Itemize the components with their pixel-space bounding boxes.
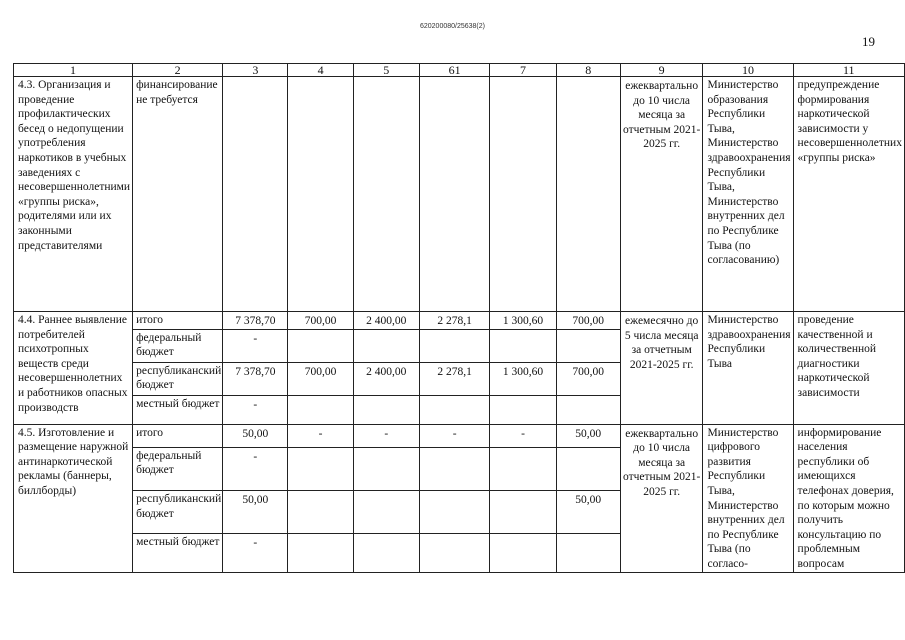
deadline: ежеквартально до 10 числа месяца за отчетным 2021-2025 гг. [620, 77, 703, 312]
year-value [490, 329, 556, 362]
header-col-10: 10 [703, 64, 793, 77]
year-value [353, 447, 419, 490]
year-value: 2 400,00 [353, 362, 419, 395]
expected-result: проведение качественной и количественной диагностики наркотической зависимости [793, 312, 904, 425]
year-value [419, 447, 490, 490]
header-col-3: 3 [223, 64, 288, 77]
year-value: 2 278,1 [419, 312, 490, 330]
year-value: 1 300,60 [490, 362, 556, 395]
funding-source: итого [133, 424, 223, 447]
year-value: 700,00 [556, 362, 620, 395]
funding-source: республиканский бюджет [133, 491, 223, 534]
executor: Министерство цифрового развития Республики Тыва, Министерство внутренних дел по Республике Тыва (по согласо- [703, 424, 793, 572]
year-value: 700,00 [288, 362, 353, 395]
year-value: 700,00 [288, 312, 353, 330]
header-col-1: 1 [14, 64, 133, 77]
year-value [288, 329, 353, 362]
year-value: 2 400,00 [353, 312, 419, 330]
year-value [353, 329, 419, 362]
funding-source: местный бюджет [133, 395, 223, 424]
measure-name: 4.3. Организация и проведение профилактических бесед о недопущении употребления наркотиков в учебных заведениях с несовершеннолетними «группы риска», родителями или их законными представителями [14, 77, 133, 312]
measure-name: 4.5. Изготовление и размещение наружной антинаркотической рекламы (баннеры, биллборды) [14, 424, 133, 572]
funding-source: финансирование не требуется [133, 77, 223, 312]
header-col-11: 11 [793, 64, 904, 77]
total-value: - [223, 534, 288, 572]
year-value [288, 447, 353, 490]
year-value: 50,00 [556, 491, 620, 534]
year-value [353, 534, 419, 572]
total-value: 50,00 [223, 491, 288, 534]
table-row [14, 424, 905, 447]
year-value: - [490, 424, 556, 447]
table-header-row [14, 64, 905, 77]
program-table [13, 63, 905, 573]
funding-source: местный бюджет [133, 534, 223, 572]
executor: Министерство здравоохранения Республики Тыва [703, 312, 793, 425]
header-col-4: 4 [288, 64, 353, 77]
table-row [14, 312, 905, 330]
funding-source: федеральный бюджет [133, 447, 223, 490]
year-value: - [353, 424, 419, 447]
total-value: - [223, 395, 288, 424]
year-value [288, 534, 353, 572]
header-col-6: 61 [419, 64, 490, 77]
year-value [419, 491, 490, 534]
empty-cell [556, 77, 620, 312]
year-value [556, 447, 620, 490]
header-col-5: 5 [353, 64, 419, 77]
total-value: - [223, 329, 288, 362]
expected-result: информирование населения республики об имеющихся телефонах доверия, по которым можно получить консультацию по проблемным вопросам [793, 424, 904, 572]
year-value [353, 491, 419, 534]
year-value [419, 395, 490, 424]
year-value [490, 395, 556, 424]
funding-source: федеральный бюджет [133, 329, 223, 362]
empty-cell [288, 77, 353, 312]
executor: Министерство образования Республики Тыва, Министерство здравоохранения Республики Тыва, Министерство внутренних дел по Республике Тыва (по согласованию) [703, 77, 793, 312]
table-row [14, 77, 905, 312]
header-col-2: 2 [133, 64, 223, 77]
year-value [556, 534, 620, 572]
total-value: 7 378,70 [223, 312, 288, 330]
year-value: 1 300,60 [490, 312, 556, 330]
measure-name: 4.4. Раннее выявление потребителей психотропных веществ среди несовершеннолетних и работников опасных производств [14, 312, 133, 425]
year-value [490, 491, 556, 534]
year-value [490, 447, 556, 490]
year-value [288, 395, 353, 424]
total-value: - [223, 447, 288, 490]
deadline: ежемесячно до 5 числа месяца за отчетным 2021-2025 гг. [620, 312, 703, 425]
empty-cell [223, 77, 288, 312]
year-value: 700,00 [556, 312, 620, 330]
funding-source: республиканский бюджет [133, 362, 223, 395]
year-value: - [419, 424, 490, 447]
document-code: 620200080/25638(2) [419, 23, 485, 30]
empty-cell [353, 77, 419, 312]
deadline: ежеквартально до 10 числа месяца за отчетным 2021-2025 гг. [620, 424, 703, 572]
empty-cell [490, 77, 556, 312]
empty-cell [419, 77, 490, 312]
year-value [353, 395, 419, 424]
page-number: 19 [862, 34, 875, 49]
year-value [490, 534, 556, 572]
year-value [419, 534, 490, 572]
total-value: 7 378,70 [223, 362, 288, 395]
expected-result: предупреждение формирования наркотической зависимости у несовершеннолетних «группы риска» [793, 77, 904, 312]
header-col-9: 9 [620, 64, 703, 77]
header-col-7: 7 [490, 64, 556, 77]
total-value: 50,00 [223, 424, 288, 447]
year-value [556, 395, 620, 424]
year-value: 50,00 [556, 424, 620, 447]
header-col-8: 8 [556, 64, 620, 77]
year-value: - [288, 424, 353, 447]
year-value [419, 329, 490, 362]
year-value [556, 329, 620, 362]
funding-source: итого [133, 312, 223, 330]
year-value: 2 278,1 [419, 362, 490, 395]
year-value [288, 491, 353, 534]
